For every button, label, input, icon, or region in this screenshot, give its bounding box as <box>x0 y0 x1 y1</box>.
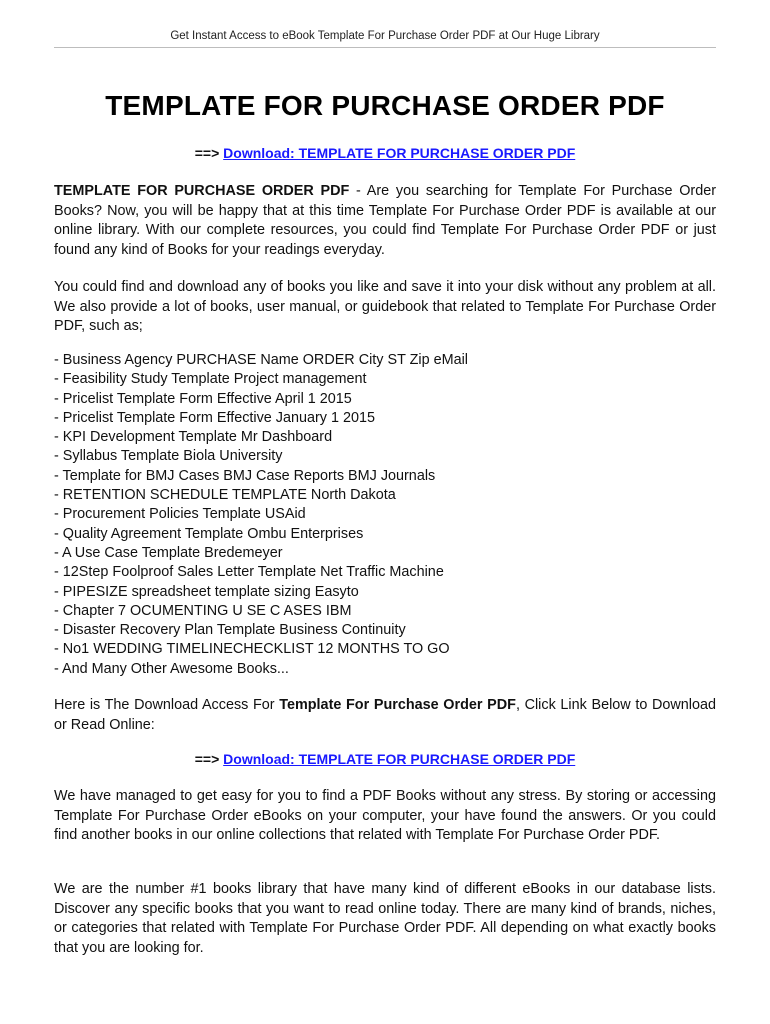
download-link-bottom[interactable]: Download: TEMPLATE FOR PURCHASE ORDER PDF <box>223 751 576 767</box>
download-access-paragraph <box>54 696 716 735</box>
list-item: - PIPESIZE spreadsheet template sizing Easyto <box>54 583 359 600</box>
download-line-bottom <box>54 751 716 767</box>
list-item: - Quality Agreement Template Ombu Enterprises <box>54 525 364 542</box>
list-item: - Feasibility Study Template Project management <box>54 371 367 388</box>
list-item: - And Many Other Awesome Books... <box>54 660 289 677</box>
intro-text: - Are you searching for Template For Purchase Order Books? Now, you will be happy that at this time Template For Purchase Order PDF is available at our online library. With our complete resources, you could find Template For Purchase Order PDF or just found any kind of Books for your readings everyday. <box>54 183 716 258</box>
document-title: TEMPLATE FOR PURCHASE ORDER PDF <box>105 90 665 121</box>
related-books-paragraph: You could find and download any of books you like and save it into your disk without any problem at all. We also provide a lot of books, user manual, or guidebook that related to Template For Purchase Order PDF, such as; <box>54 279 716 334</box>
list-item: - A Use Case Template Bredemeyer <box>54 544 283 561</box>
list-item: - RETENTION SCHEDULE TEMPLATE North Dakota <box>54 487 396 504</box>
list-item: - Template for BMJ Cases BMJ Case Reports BMJ Journals <box>54 467 436 484</box>
list-item: - No1 WEDDING TIMELINECHECKLIST 12 MONTHS TO GO <box>54 641 450 658</box>
list-item: - Pricelist Template Form Effective January 1 2015 <box>54 409 375 426</box>
download-link-top[interactable]: Download: TEMPLATE FOR PURCHASE ORDER PDF <box>223 145 576 161</box>
list-item: - KPI Development Template Mr Dashboard <box>54 429 333 446</box>
access-after: , Click Link Below to Download or Read Online: <box>54 697 716 733</box>
list-item: - Chapter 7 OCUMENTING U SE C ASES IBM <box>54 602 352 619</box>
list-item: - Pricelist Template Form Effective April 1 2015 <box>54 390 352 407</box>
storage-paragraph: We have managed to get easy for you to find a PDF Books without any stress. By storing or accessing Template For Purchase Order eBooks on your computer, your have found the answers. Or you could find another books in our online collections that related with Template For Purchase Order PDF. <box>54 788 716 843</box>
access-before: Here is The Download Access For <box>54 697 280 713</box>
arrow-text: ==> <box>194 145 220 161</box>
page-header: Get Instant Access to eBook Template For Purchase Order PDF at Our Huge Library <box>170 30 600 42</box>
library-paragraph: We are the number #1 books library that have many kind of different eBooks in our database lists. Discover any specific books that you want to read online today. There are many kind of brands, niches, or categories that related with Template For Purchase Order PDF. All depending on what exactly books that you are looking for. <box>54 881 716 956</box>
book-list <box>54 351 716 679</box>
intro-paragraph <box>54 182 716 260</box>
list-item: - Business Agency PURCHASE Name ORDER City ST Zip eMail <box>54 352 468 368</box>
access-bold: Template For Purchase Order PDF <box>279 697 516 713</box>
header-divider <box>54 47 716 48</box>
download-line-top <box>54 145 716 161</box>
list-item: - Syllabus Template Biola University <box>54 448 283 465</box>
intro-bold-title: TEMPLATE FOR PURCHASE ORDER PDF <box>54 183 350 199</box>
list-item: - Procurement Policies Template USAid <box>54 506 306 523</box>
arrow-text: ==> <box>194 751 220 767</box>
list-item: - 12Step Foolproof Sales Letter Template Net Traffic Machine <box>54 564 444 581</box>
list-item: - Disaster Recovery Plan Template Business Continuity <box>54 622 406 639</box>
